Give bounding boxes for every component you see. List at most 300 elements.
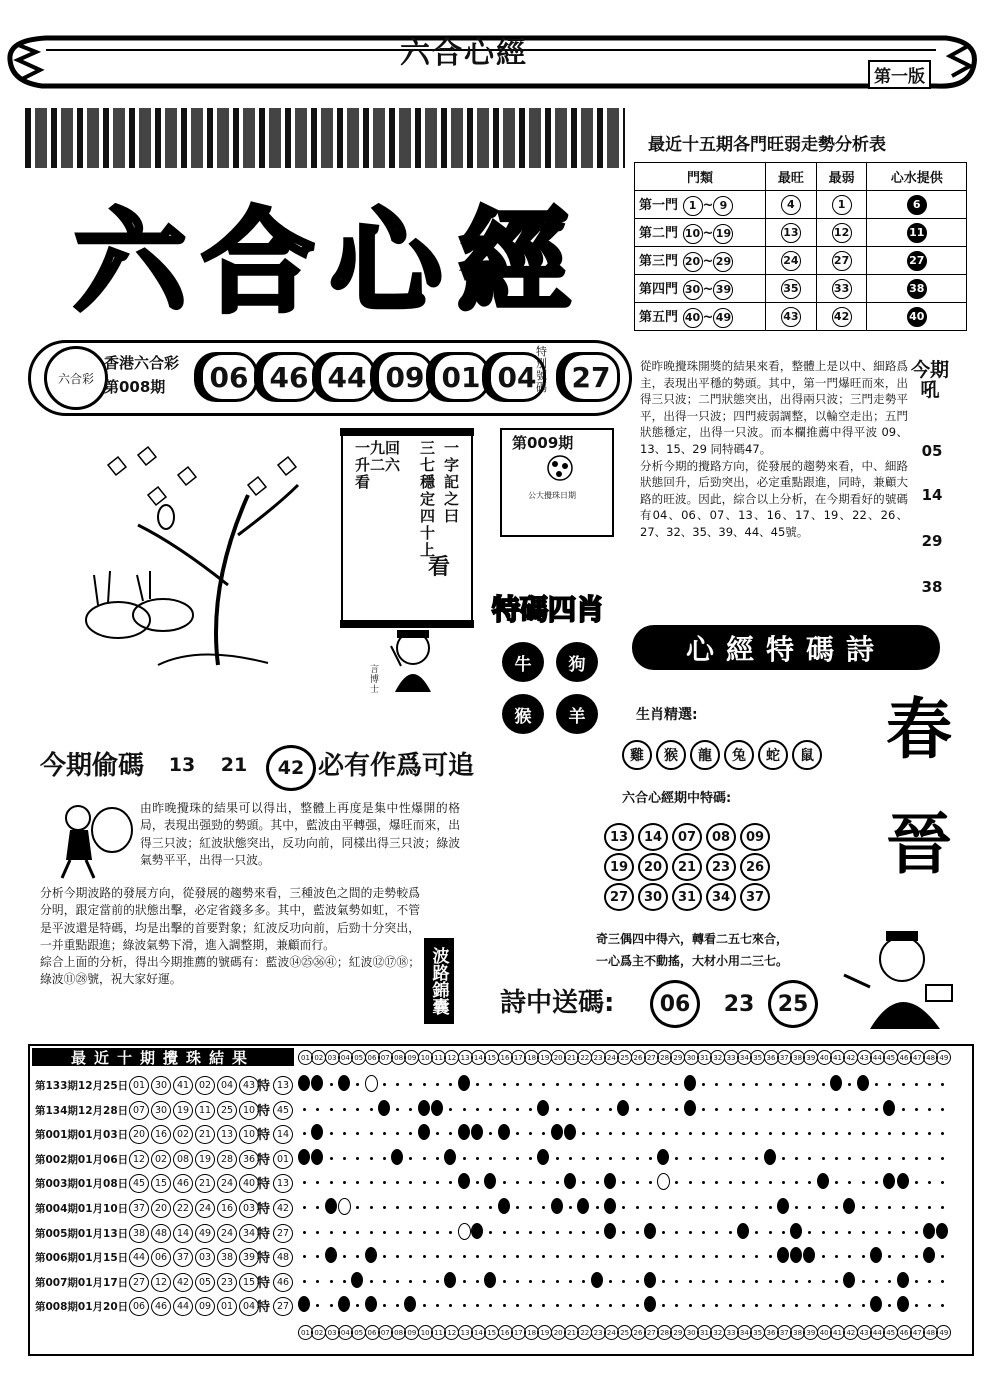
- empty-dot: [556, 1231, 559, 1234]
- hit-mark: [684, 1075, 696, 1091]
- table-row: [635, 219, 967, 247]
- door-cell: 第一門 1 ~ 9: [635, 191, 766, 219]
- hit-mark: [883, 1100, 895, 1116]
- zodiac-pick: 蛇: [758, 740, 788, 770]
- empty-dot: [702, 1083, 705, 1086]
- empty-dot: [503, 1280, 506, 1283]
- empty-dot: [888, 1280, 891, 1283]
- empty-dot: [729, 1206, 732, 1209]
- column-number: 17: [511, 1325, 526, 1340]
- special-marker: 特: [257, 1128, 271, 1144]
- empty-dot: [596, 1108, 599, 1111]
- column-number: 13: [458, 1325, 473, 1340]
- hit-mark: [764, 1149, 776, 1165]
- column-number: 46: [897, 1050, 912, 1065]
- history-special-number: 01: [273, 1150, 293, 1169]
- zodiac-ball: 羊: [556, 694, 598, 734]
- empty-dot: [463, 1280, 466, 1283]
- door-analysis-table: [634, 162, 967, 331]
- history-number: 19: [195, 1150, 215, 1169]
- column-number: 40: [817, 1325, 832, 1340]
- min-number: 33: [832, 279, 852, 299]
- empty-dot: [383, 1231, 386, 1234]
- column-number: 22: [577, 1325, 592, 1340]
- poem-line: 一心爲主不動搖，大材小用二三七。: [596, 954, 789, 968]
- empty-dot: [503, 1231, 506, 1234]
- empty-dot: [769, 1108, 772, 1111]
- hit-mark: [325, 1198, 337, 1214]
- empty-dot: [915, 1108, 918, 1111]
- empty-dot: [330, 1280, 333, 1283]
- hit-number: 27: [604, 883, 634, 911]
- hit-mark: [790, 1223, 802, 1239]
- special-number-label: 特別號碼: [536, 345, 547, 394]
- hit-number: 07: [672, 823, 702, 851]
- column-number: 32: [710, 1050, 725, 1065]
- empty-dot: [383, 1255, 386, 1258]
- history-number: 46: [151, 1297, 171, 1316]
- column-number: 28: [657, 1325, 672, 1340]
- empty-dot: [928, 1280, 931, 1283]
- zodiac-ball: 牛: [502, 642, 544, 682]
- history-number: 13: [217, 1125, 237, 1144]
- column-number: 21: [564, 1325, 579, 1340]
- hit-mark: [298, 1075, 310, 1091]
- column-header: 門類: [635, 163, 766, 191]
- empty-dot: [782, 1157, 785, 1160]
- max-number: 4: [781, 195, 801, 215]
- hit-mark: [657, 1149, 669, 1165]
- empty-dot: [915, 1280, 918, 1283]
- history-row-label: 第002期01月06日: [35, 1153, 129, 1166]
- empty-dot: [769, 1255, 772, 1258]
- hit-mark: [551, 1124, 563, 1140]
- hit-mark: [604, 1198, 616, 1214]
- empty-dot: [556, 1255, 559, 1258]
- history-number: 25: [217, 1101, 237, 1120]
- history-number: 48: [151, 1224, 171, 1243]
- empty-dot: [529, 1108, 532, 1111]
- history-number: 37: [173, 1248, 193, 1267]
- empty-dot: [702, 1280, 705, 1283]
- empty-dot: [503, 1157, 506, 1160]
- empty-dot: [330, 1132, 333, 1135]
- tip-number: 11: [907, 223, 927, 243]
- empty-dot: [476, 1280, 479, 1283]
- empty-dot: [875, 1083, 878, 1086]
- column-number: 41: [830, 1325, 845, 1340]
- empty-dot: [729, 1083, 732, 1086]
- column-number: 07: [378, 1325, 393, 1340]
- hit-mark: [617, 1100, 629, 1116]
- empty-dot: [316, 1108, 319, 1111]
- history-number: 12: [129, 1150, 149, 1169]
- empty-dot: [383, 1083, 386, 1086]
- draw-number: 06: [200, 352, 258, 402]
- empty-dot: [303, 1231, 306, 1234]
- empty-dot: [636, 1132, 639, 1135]
- empty-dot: [848, 1108, 851, 1111]
- column-number: 21: [564, 1050, 579, 1065]
- empty-dot: [636, 1255, 639, 1258]
- column-number: 31: [697, 1325, 712, 1340]
- empty-dot: [702, 1206, 705, 1209]
- hit-mark: [551, 1198, 563, 1214]
- column-number: 38: [790, 1325, 805, 1340]
- column-number: 36: [764, 1050, 779, 1065]
- empty-dot: [330, 1108, 333, 1111]
- empty-dot: [556, 1083, 559, 1086]
- history-number: 04: [239, 1297, 259, 1316]
- hit-mark: [897, 1272, 909, 1288]
- column-number: 30: [684, 1325, 699, 1340]
- column-number: 05: [351, 1050, 366, 1065]
- history-special-number: 27: [273, 1297, 293, 1316]
- empty-dot: [516, 1206, 519, 1209]
- min-cell: [816, 191, 867, 219]
- empty-dot: [596, 1255, 599, 1258]
- empty-dot: [556, 1280, 559, 1283]
- hit-number: 13: [604, 823, 634, 851]
- empty-dot: [396, 1280, 399, 1283]
- empty-dot: [582, 1231, 585, 1234]
- tip-number: 38: [907, 279, 927, 299]
- column-number: 42: [843, 1050, 858, 1065]
- history-row-label: 第007期01月17日: [35, 1276, 129, 1289]
- today-number: 14: [921, 486, 943, 504]
- empty-dot: [596, 1132, 599, 1135]
- send-numbers-label: 詩中送碼:: [500, 988, 615, 1018]
- empty-dot: [316, 1231, 319, 1234]
- history-number: 45: [129, 1174, 149, 1193]
- hit-number: 19: [604, 853, 634, 881]
- column-number: 26: [631, 1050, 646, 1065]
- column-number: 02: [311, 1325, 326, 1340]
- door-cell: 第二門 10 ~ 19: [635, 219, 766, 247]
- hit-mark: [870, 1247, 882, 1263]
- history-number: 19: [173, 1101, 193, 1120]
- column-header: 心水提供: [867, 163, 967, 191]
- history-number: 44: [129, 1248, 149, 1267]
- empty-dot: [449, 1231, 452, 1234]
- empty-dot: [862, 1108, 865, 1111]
- empty-dot: [742, 1108, 745, 1111]
- empty-dot: [795, 1157, 798, 1160]
- empty-dot: [902, 1132, 905, 1135]
- hit-mark: [418, 1124, 430, 1140]
- empty-dot: [795, 1280, 798, 1283]
- empty-dot: [689, 1231, 692, 1234]
- column-number: 36: [764, 1325, 779, 1340]
- four-zodiac-title: 特碼四肖: [492, 593, 605, 626]
- empty-dot: [569, 1157, 572, 1160]
- hit-mark: [897, 1296, 909, 1312]
- hit-mark: [777, 1247, 789, 1263]
- history-number: 16: [151, 1125, 171, 1144]
- min-number: 1: [832, 195, 852, 215]
- special-marker: 特: [257, 1226, 271, 1242]
- empty-dot: [769, 1206, 772, 1209]
- min-number: 42: [832, 307, 852, 327]
- empty-dot: [476, 1206, 479, 1209]
- column-number: 02: [311, 1050, 326, 1065]
- empty-dot: [370, 1157, 373, 1160]
- empty-dot: [423, 1255, 426, 1258]
- empty-dot: [662, 1231, 665, 1234]
- empty-dot: [529, 1280, 532, 1283]
- zodiac-pick: 兔: [724, 740, 754, 770]
- empty-dot: [902, 1083, 905, 1086]
- column-number: 41: [830, 1050, 845, 1065]
- empty-dot: [902, 1206, 905, 1209]
- empty-dot: [742, 1083, 745, 1086]
- empty-dot: [370, 1108, 373, 1111]
- column-number: 32: [710, 1325, 725, 1340]
- history-number: 23: [217, 1273, 237, 1292]
- range-end: 29: [713, 252, 733, 272]
- range-start: 10: [683, 224, 703, 244]
- column-number: 34: [737, 1325, 752, 1340]
- analysis-right-text: 從昨晚攪珠開獎的結果來看，整體上是以中、細路爲主，表現出平穩的勢頭。其中，第一門爆旺而來，出得三只波；二門狀態突出，出得兩只波；三門走勢平平，出得一只波；四門疲弱調整，以輪空走出；五門狀態穩定，出得一只波。而本欄推薦中得平波 09、13、15、29 同特碼47。 分析今期的攪路方向，從發展的趨勢來看，中、細路狀態回升，后勁突出，必定重點跟進，同時，兼顧大路的旺波。因此，綜合以上分析，在今期看好的號碼有04、06、07、13、16、17、19、22、26、27、32、35、39、44、45號。: [640, 359, 908, 539]
- range-end: 39: [713, 280, 733, 300]
- history-row-label: 第008期01月20日: [35, 1301, 129, 1314]
- empty-dot: [702, 1231, 705, 1234]
- range-end: 19: [713, 224, 733, 244]
- empty-dot: [649, 1108, 652, 1111]
- history-number: 44: [173, 1297, 193, 1316]
- sage-cartoon: [385, 626, 441, 696]
- empty-dot: [516, 1280, 519, 1283]
- empty-dot: [875, 1280, 878, 1283]
- empty-dot: [423, 1206, 426, 1209]
- history-number: 15: [239, 1273, 259, 1292]
- column-number: 45: [883, 1325, 898, 1340]
- steal-slogan: 必有作爲可追: [318, 751, 475, 781]
- send-number: 23: [723, 991, 755, 1017]
- history-special-number: 13: [273, 1174, 293, 1193]
- hit-mark: [830, 1075, 842, 1091]
- empty-dot: [928, 1108, 931, 1111]
- empty-dot: [875, 1206, 878, 1209]
- empty-dot: [463, 1108, 466, 1111]
- min-number: 12: [832, 223, 852, 243]
- column-number: 04: [338, 1050, 353, 1065]
- history-row-label: 第003期01月08日: [35, 1178, 129, 1191]
- empty-dot: [902, 1157, 905, 1160]
- history-number: 04: [217, 1076, 237, 1095]
- empty-dot: [822, 1108, 825, 1111]
- history-number: 30: [151, 1076, 171, 1095]
- empty-dot: [383, 1280, 386, 1283]
- empty-dot: [835, 1206, 838, 1209]
- hit-number: 31: [672, 883, 702, 911]
- empty-dot: [303, 1206, 306, 1209]
- hit-numbers-label: 六合心經期中特碼:: [622, 791, 732, 806]
- steal-number: 42: [266, 745, 316, 791]
- empty-dot: [902, 1255, 905, 1258]
- empty-dot: [516, 1255, 519, 1258]
- empty-dot: [303, 1280, 306, 1283]
- empty-dot: [769, 1132, 772, 1135]
- lottery-logo: 六合彩: [44, 346, 108, 410]
- empty-dot: [822, 1231, 825, 1234]
- hit-mark: [378, 1100, 390, 1116]
- empty-dot: [330, 1231, 333, 1234]
- history-number: 15: [151, 1174, 171, 1193]
- empty-dot: [489, 1108, 492, 1111]
- open-mark: [365, 1075, 378, 1092]
- table-row: [635, 191, 967, 219]
- column-number: 33: [724, 1325, 739, 1340]
- history-number: 16: [217, 1199, 237, 1218]
- empty-dot: [742, 1157, 745, 1160]
- empty-dot: [875, 1108, 878, 1111]
- scroll-look-char: 看: [428, 555, 451, 580]
- max-number: 13: [781, 223, 801, 243]
- today-number: 05: [921, 442, 943, 460]
- history-special-number: 45: [273, 1101, 293, 1120]
- empty-dot: [596, 1231, 599, 1234]
- special-marker: 特: [257, 1300, 271, 1316]
- empty-dot: [476, 1157, 479, 1160]
- column-number: 45: [883, 1050, 898, 1065]
- column-number: 06: [365, 1050, 380, 1065]
- column-number: 42: [843, 1325, 858, 1340]
- empty-dot: [649, 1255, 652, 1258]
- draw-issue: 第008期: [104, 378, 166, 396]
- column-number: 08: [391, 1325, 406, 1340]
- empty-dot: [769, 1280, 772, 1283]
- special-marker: 特: [257, 1202, 271, 1217]
- special-marker: 特: [257, 1251, 271, 1267]
- empty-dot: [489, 1231, 492, 1234]
- column-number: 33: [724, 1050, 739, 1065]
- column-number: 09: [404, 1050, 419, 1065]
- empty-dot: [742, 1206, 745, 1209]
- empty-dot: [569, 1231, 572, 1234]
- column-number: 29: [670, 1325, 685, 1340]
- empty-dot: [489, 1157, 492, 1160]
- empty-dot: [423, 1231, 426, 1234]
- door-name: 第一門: [639, 197, 679, 213]
- column-number: 07: [378, 1050, 393, 1065]
- range-start: 30: [683, 280, 703, 300]
- history-number: 41: [173, 1076, 193, 1095]
- steal-number: 21: [220, 754, 248, 776]
- column-number: 49: [936, 1050, 951, 1065]
- empty-dot: [822, 1157, 825, 1160]
- max-cell: [766, 303, 817, 331]
- open-mark: [338, 1198, 351, 1215]
- scroll-poem-col1: 一九回升二六看: [355, 439, 401, 491]
- empty-dot: [862, 1157, 865, 1160]
- hit-number: 21: [672, 853, 702, 881]
- column-number: 47: [910, 1050, 925, 1065]
- hit-number: 14: [638, 823, 668, 851]
- empty-dot: [649, 1083, 652, 1086]
- empty-dot: [423, 1083, 426, 1086]
- today-number: 38: [921, 578, 943, 596]
- empty-dot: [875, 1231, 878, 1234]
- column-number: 48: [923, 1050, 938, 1065]
- empty-dot: [356, 1108, 359, 1111]
- empty-dot: [782, 1280, 785, 1283]
- empty-dot: [436, 1083, 439, 1086]
- column-header: 最旺: [766, 163, 817, 191]
- column-number: 14: [471, 1050, 486, 1065]
- empty-dot: [822, 1255, 825, 1258]
- steal-number: 13: [168, 754, 196, 776]
- history-number: 07: [129, 1101, 149, 1120]
- column-number: 20: [551, 1050, 566, 1065]
- hit-mark: [458, 1173, 470, 1189]
- empty-dot: [875, 1157, 878, 1160]
- empty-dot: [516, 1132, 519, 1135]
- empty-dot: [715, 1108, 718, 1111]
- column-number: 48: [923, 1325, 938, 1340]
- hit-mark: [325, 1247, 337, 1263]
- door-name: 第五門: [639, 309, 679, 325]
- column-number: 47: [910, 1325, 925, 1340]
- hit-mark: [644, 1223, 656, 1239]
- poem-big-glyph: 春: [886, 691, 952, 768]
- empty-dot: [636, 1157, 639, 1160]
- history-row-label: 第005期01月13日: [35, 1227, 129, 1240]
- poem-title: 心經特碼詩: [632, 625, 940, 670]
- hit-mark: [923, 1223, 935, 1239]
- hit-number: 20: [638, 853, 668, 881]
- special-marker: 特: [257, 1177, 271, 1193]
- empty-dot: [835, 1280, 838, 1283]
- empty-dot: [822, 1206, 825, 1209]
- empty-dot: [516, 1108, 519, 1111]
- special-marker: 特: [257, 1079, 271, 1094]
- hit-mark: [471, 1124, 483, 1140]
- min-number: 27: [832, 251, 852, 271]
- hit-mark: [338, 1075, 350, 1091]
- hit-mark: [391, 1149, 403, 1165]
- column-number: 28: [657, 1050, 672, 1065]
- empty-dot: [636, 1206, 639, 1209]
- column-number: 10: [418, 1050, 433, 1065]
- history-number: 43: [239, 1076, 259, 1095]
- header-title: 六合心經: [400, 36, 528, 71]
- column-number: 30: [684, 1050, 699, 1065]
- column-number: 24: [604, 1050, 619, 1065]
- empty-dot: [476, 1083, 479, 1086]
- special-marker: 特: [257, 1152, 271, 1168]
- door-name: 第二門: [639, 225, 679, 241]
- history-number: 06: [151, 1248, 171, 1267]
- min-cell: [816, 247, 867, 275]
- door-cell: 第三門 20 ~ 29: [635, 247, 766, 275]
- empty-dot: [862, 1231, 865, 1234]
- empty-dot: [769, 1231, 772, 1234]
- today-title: 今期吼: [910, 359, 949, 401]
- draw-number: 44: [318, 352, 376, 402]
- special-marker: 特: [257, 1275, 271, 1291]
- empty-dot: [915, 1157, 918, 1160]
- hit-mark: [777, 1198, 789, 1214]
- door-cell: 第四門 30 ~ 39: [635, 275, 766, 303]
- empty-dot: [769, 1083, 772, 1086]
- scroll-top-line: 一字記之曰: [444, 439, 460, 525]
- history-number: 40: [239, 1174, 259, 1193]
- column-number: 35: [750, 1325, 765, 1340]
- empty-dot: [370, 1206, 373, 1209]
- column-number: 10: [418, 1325, 433, 1340]
- empty-dot: [729, 1280, 732, 1283]
